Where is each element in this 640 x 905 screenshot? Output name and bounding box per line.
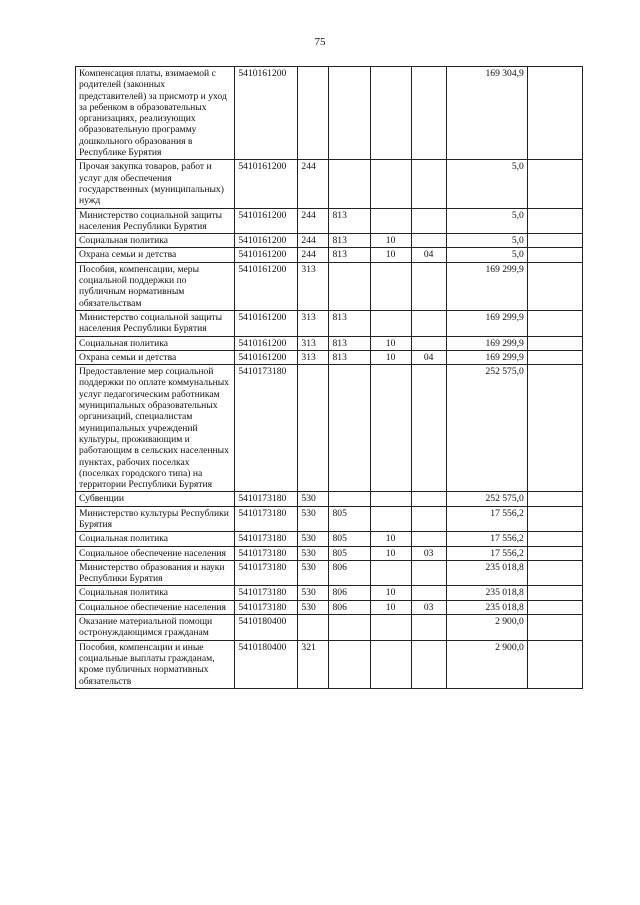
cell-name: Министерство социальной защиты населения Республики Бурятия — [76, 208, 235, 234]
cell-extra — [527, 67, 582, 160]
cell-expense-type: 244 — [298, 208, 329, 234]
cell-department: 813 — [329, 350, 370, 364]
cell-name: Социальная политика — [76, 336, 235, 350]
table-row — [76, 640, 583, 688]
table-row — [76, 560, 583, 586]
cell-subsection: 03 — [411, 546, 446, 560]
table-row — [76, 586, 583, 600]
cell-subsection — [411, 67, 446, 160]
cell-name: Социальное обеспечение населения — [76, 600, 235, 614]
cell-section: 10 — [370, 248, 411, 262]
cell-extra — [527, 506, 582, 532]
cell-amount: 169 299,9 — [446, 262, 527, 310]
cell-section — [370, 208, 411, 234]
table-row — [76, 350, 583, 364]
page-number: 75 — [314, 36, 326, 48]
table-row — [76, 506, 583, 532]
cell-name: Охрана семьи и детства — [76, 248, 235, 262]
cell-target-article: 5410173180 — [235, 365, 298, 492]
cell-amount: 169 299,9 — [446, 336, 527, 350]
cell-extra — [527, 234, 582, 248]
cell-subsection — [411, 492, 446, 506]
cell-amount: 17 556,2 — [446, 532, 527, 546]
cell-target-article: 5410173180 — [235, 492, 298, 506]
cell-expense-type: 530 — [298, 506, 329, 532]
cell-extra — [527, 336, 582, 350]
cell-extra — [527, 600, 582, 614]
table-row — [76, 262, 583, 310]
cell-subsection — [411, 234, 446, 248]
cell-expense-type: 530 — [298, 560, 329, 586]
cell-target-article: 5410173180 — [235, 560, 298, 586]
cell-expense-type — [298, 365, 329, 492]
cell-amount: 252 575,0 — [446, 365, 527, 492]
table-row — [76, 208, 583, 234]
table-row — [76, 160, 583, 208]
cell-amount: 235 018,8 — [446, 600, 527, 614]
cell-target-article: 5410173180 — [235, 546, 298, 560]
cell-target-article: 5410173180 — [235, 600, 298, 614]
cell-section — [370, 492, 411, 506]
table-row — [76, 336, 583, 350]
cell-amount: 17 556,2 — [446, 546, 527, 560]
cell-department: 805 — [329, 532, 370, 546]
cell-name: Министерство образования и науки Республики Бурятия — [76, 560, 235, 586]
cell-target-article: 5410173180 — [235, 506, 298, 532]
cell-department: 813 — [329, 310, 370, 336]
table-row — [76, 310, 583, 336]
cell-target-article: 5410161200 — [235, 208, 298, 234]
cell-name: Социальная политика — [76, 532, 235, 546]
cell-extra — [527, 365, 582, 492]
cell-amount: 235 018,8 — [446, 586, 527, 600]
cell-expense-type: 530 — [298, 546, 329, 560]
table-row — [76, 365, 583, 492]
cell-section: 10 — [370, 234, 411, 248]
cell-expense-type: 244 — [298, 248, 329, 262]
cell-extra — [527, 560, 582, 586]
cell-amount: 2 900,0 — [446, 615, 527, 641]
cell-section: 10 — [370, 586, 411, 600]
cell-amount: 252 575,0 — [446, 492, 527, 506]
table-row — [76, 532, 583, 546]
cell-subsection — [411, 160, 446, 208]
cell-extra — [527, 208, 582, 234]
cell-amount: 169 304,9 — [446, 67, 527, 160]
cell-extra — [527, 532, 582, 546]
cell-amount: 235 018,8 — [446, 560, 527, 586]
cell-target-article: 5410161200 — [235, 67, 298, 160]
cell-expense-type: 530 — [298, 586, 329, 600]
cell-extra — [527, 640, 582, 688]
cell-section — [370, 506, 411, 532]
cell-name: Социальная политика — [76, 586, 235, 600]
cell-target-article: 5410161200 — [235, 248, 298, 262]
cell-amount: 5,0 — [446, 160, 527, 208]
cell-department: 813 — [329, 336, 370, 350]
cell-extra — [527, 615, 582, 641]
cell-subsection — [411, 336, 446, 350]
cell-subsection — [411, 560, 446, 586]
cell-name: Охрана семьи и детства — [76, 350, 235, 364]
cell-extra — [527, 248, 582, 262]
cell-target-article: 5410173180 — [235, 586, 298, 600]
cell-target-article: 5410161200 — [235, 234, 298, 248]
cell-section — [370, 560, 411, 586]
cell-expense-type: 313 — [298, 336, 329, 350]
cell-subsection — [411, 506, 446, 532]
budget-table — [75, 66, 583, 689]
cell-expense-type: 313 — [298, 350, 329, 364]
cell-section — [370, 640, 411, 688]
cell-target-article: 5410161200 — [235, 262, 298, 310]
cell-name: Оказание материальной помощи остронуждающимся гражданам — [76, 615, 235, 641]
cell-expense-type: 530 — [298, 492, 329, 506]
cell-department — [329, 365, 370, 492]
cell-extra — [527, 262, 582, 310]
cell-department: 806 — [329, 586, 370, 600]
cell-target-article: 5410180400 — [235, 640, 298, 688]
cell-target-article: 5410161200 — [235, 160, 298, 208]
cell-subsection — [411, 365, 446, 492]
cell-section: 10 — [370, 350, 411, 364]
cell-section — [370, 365, 411, 492]
cell-extra — [527, 492, 582, 506]
cell-section: 10 — [370, 546, 411, 560]
cell-expense-type — [298, 67, 329, 160]
cell-department: 805 — [329, 506, 370, 532]
table-row — [76, 67, 583, 160]
cell-name: Пособия, компенсации, меры социальной поддержки по публичным нормативным обязательствам — [76, 262, 235, 310]
table-row — [76, 492, 583, 506]
cell-amount: 169 299,9 — [446, 350, 527, 364]
cell-name: Социальная политика — [76, 234, 235, 248]
cell-department — [329, 615, 370, 641]
cell-extra — [527, 310, 582, 336]
cell-amount: 2 900,0 — [446, 640, 527, 688]
cell-department: 813 — [329, 248, 370, 262]
table-row — [76, 546, 583, 560]
table-row — [76, 615, 583, 641]
cell-expense-type: 313 — [298, 310, 329, 336]
cell-department — [329, 640, 370, 688]
cell-target-article: 5410180400 — [235, 615, 298, 641]
cell-department: 813 — [329, 234, 370, 248]
cell-section — [370, 160, 411, 208]
cell-department — [329, 67, 370, 160]
cell-name: Прочая закупка товаров, работ и услуг для обеспечения государственных (муниципальных) нужд — [76, 160, 235, 208]
cell-department — [329, 262, 370, 310]
cell-extra — [527, 350, 582, 364]
cell-extra — [527, 160, 582, 208]
cell-department: 805 — [329, 546, 370, 560]
cell-extra — [527, 586, 582, 600]
cell-subsection — [411, 310, 446, 336]
cell-name: Министерство социальной защиты населения Республики Бурятия — [76, 310, 235, 336]
cell-section — [370, 262, 411, 310]
cell-target-article: 5410161200 — [235, 350, 298, 364]
cell-target-article: 5410173180 — [235, 532, 298, 546]
table-row — [76, 234, 583, 248]
cell-name: Социальное обеспечение населения — [76, 546, 235, 560]
table-row — [76, 248, 583, 262]
cell-subsection — [411, 615, 446, 641]
cell-subsection: 04 — [411, 350, 446, 364]
cell-name: Пособия, компенсации и иные социальные выплаты гражданам, кроме публичных нормативных обязательств — [76, 640, 235, 688]
cell-subsection — [411, 532, 446, 546]
cell-expense-type: 530 — [298, 600, 329, 614]
cell-section: 10 — [370, 600, 411, 614]
table-row — [76, 600, 583, 614]
cell-department — [329, 160, 370, 208]
cell-expense-type: 313 — [298, 262, 329, 310]
cell-department: 813 — [329, 208, 370, 234]
cell-expense-type — [298, 615, 329, 641]
cell-expense-type: 321 — [298, 640, 329, 688]
cell-name: Министерство культуры Республики Бурятия — [76, 506, 235, 532]
cell-subsection — [411, 208, 446, 234]
cell-amount: 5,0 — [446, 208, 527, 234]
cell-department: 806 — [329, 560, 370, 586]
cell-name: Предоставление мер социальной поддержки по оплате коммунальных услуг педагогическим работникам муниципальных образовательных организаций, специалистам муниципальных учреждений культуры, проживающим и работающим в сельских населенных пунктах, рабочих поселках (поселках городского типа) на территории Республики Бурятия — [76, 365, 235, 492]
cell-target-article: 5410161200 — [235, 336, 298, 350]
cell-amount: 17 556,2 — [446, 506, 527, 532]
cell-section — [370, 67, 411, 160]
cell-extra — [527, 546, 582, 560]
cell-expense-type: 530 — [298, 532, 329, 546]
cell-amount: 5,0 — [446, 234, 527, 248]
cell-department — [329, 492, 370, 506]
cell-section — [370, 310, 411, 336]
cell-subsection — [411, 586, 446, 600]
cell-name: Компенсация платы, взимаемой с родителей (законных представителей) за присмотр и уход за ребенком в образовательных организациях, реализующих образовательную программу дошкольного образования в Республике Бурятия — [76, 67, 235, 160]
cell-amount: 169 299,9 — [446, 310, 527, 336]
cell-section: 10 — [370, 336, 411, 350]
cell-subsection: 03 — [411, 600, 446, 614]
cell-section — [370, 615, 411, 641]
cell-department: 806 — [329, 600, 370, 614]
cell-subsection: 04 — [411, 248, 446, 262]
cell-amount: 5,0 — [446, 248, 527, 262]
cell-subsection — [411, 640, 446, 688]
cell-expense-type: 244 — [298, 234, 329, 248]
cell-section: 10 — [370, 532, 411, 546]
cell-target-article: 5410161200 — [235, 310, 298, 336]
cell-subsection — [411, 262, 446, 310]
cell-expense-type: 244 — [298, 160, 329, 208]
cell-name: Субвенции — [76, 492, 235, 506]
budget-table-body — [76, 67, 583, 689]
